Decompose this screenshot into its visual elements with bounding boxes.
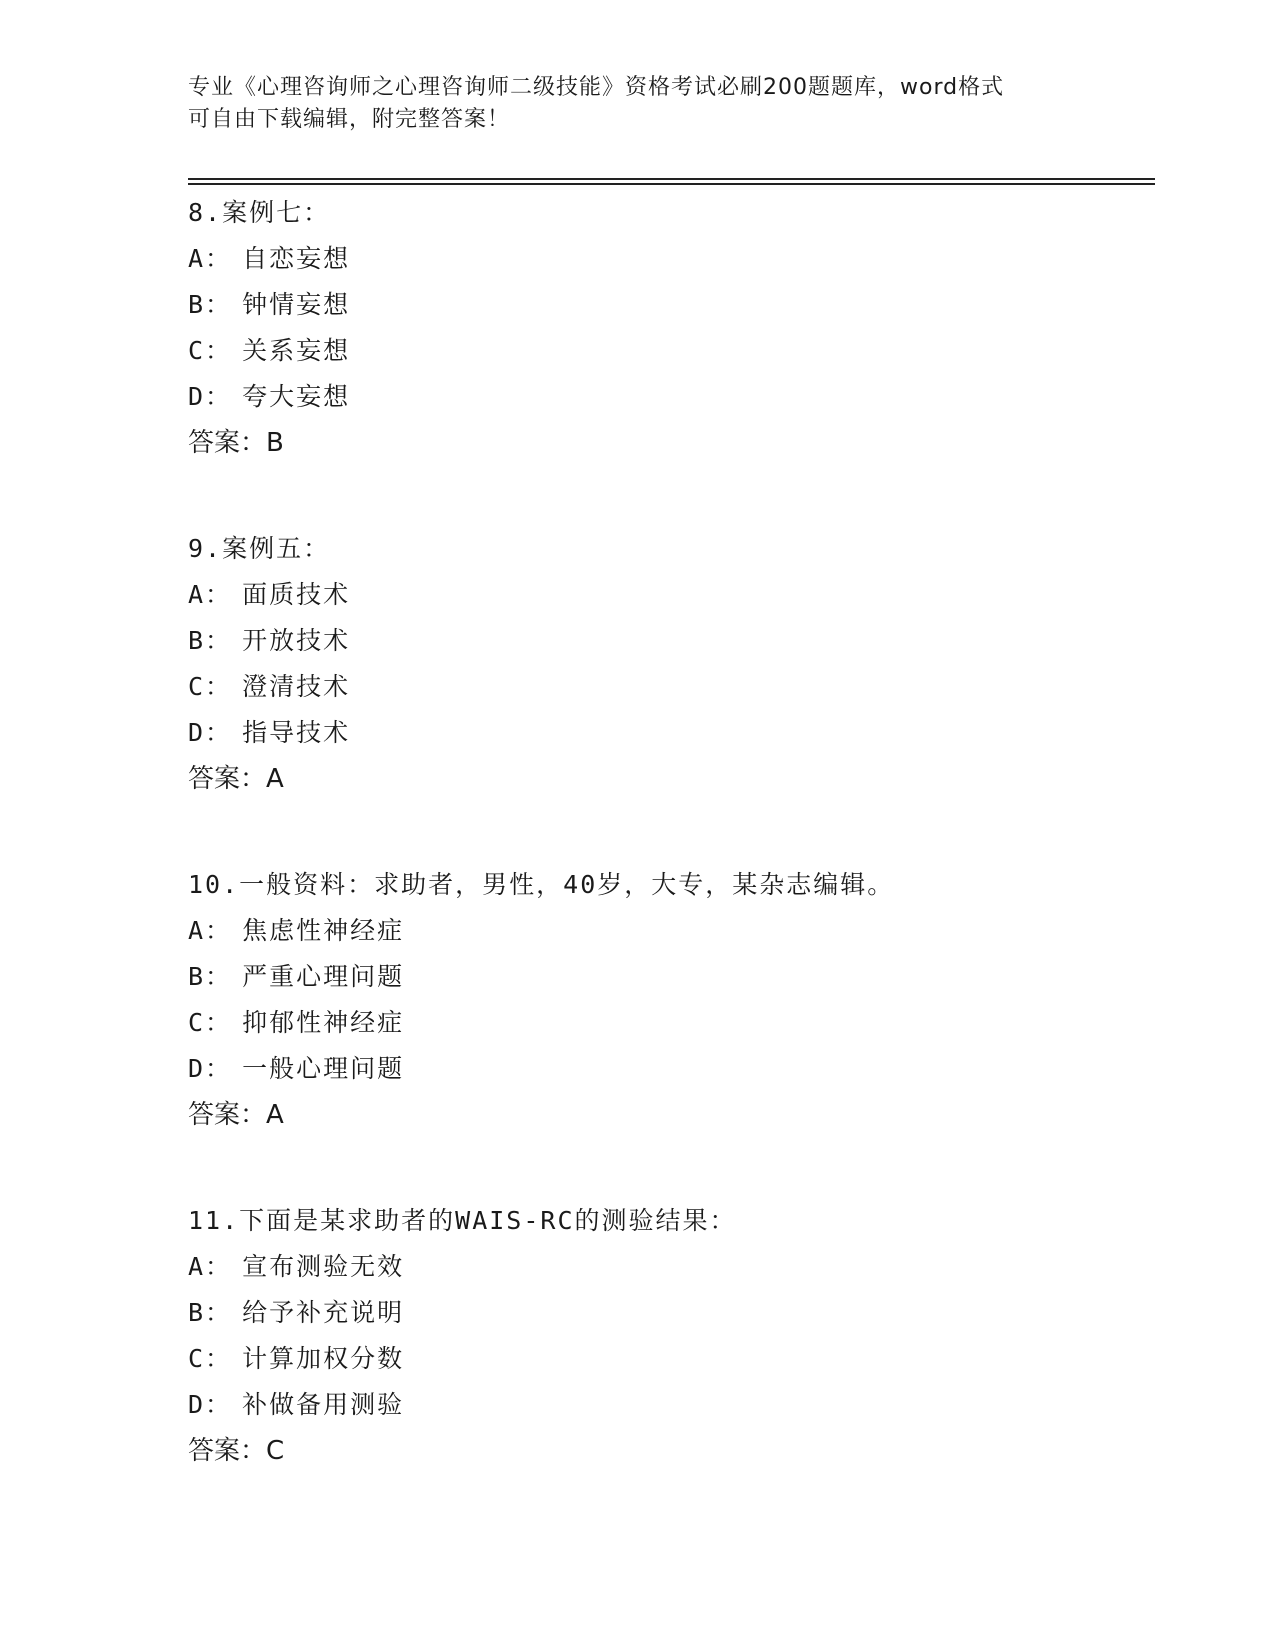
option-key: A：	[188, 1252, 233, 1281]
option-key: B：	[188, 626, 233, 655]
question-stem: 9.案例五：	[188, 534, 331, 563]
option-b	[188, 1290, 1148, 1336]
option-key: A：	[188, 916, 233, 945]
option-b	[188, 618, 1148, 664]
option-a	[188, 572, 1148, 618]
header-rule-bottom	[188, 183, 1155, 185]
option-text: 夸大妄想	[242, 382, 351, 411]
option-key: D：	[188, 1390, 233, 1419]
option-text: 给予补充说明	[242, 1298, 405, 1327]
question-10	[188, 862, 1148, 1138]
header-line-2: 可自由下载编辑，附完整答案！	[188, 107, 511, 132]
option-key: D：	[188, 382, 233, 411]
header-rule-top	[188, 178, 1155, 180]
answer-line: 答案：B	[188, 428, 284, 458]
option-text: 一般心理问题	[242, 1054, 405, 1083]
document-header	[188, 72, 1088, 136]
question-11	[188, 1198, 1148, 1474]
option-text: 计算加权分数	[242, 1344, 405, 1373]
option-d	[188, 374, 1148, 420]
option-key: C：	[188, 1008, 233, 1037]
option-text: 指导技术	[242, 718, 351, 747]
option-c	[188, 664, 1148, 710]
option-key: A：	[188, 580, 233, 609]
option-a	[188, 1244, 1148, 1290]
option-key: A：	[188, 244, 233, 273]
option-text: 宣布测验无效	[242, 1252, 405, 1281]
option-key: C：	[188, 1344, 233, 1373]
option-text: 补做备用测验	[242, 1390, 405, 1419]
option-text: 面质技术	[242, 580, 351, 609]
option-text: 自恋妄想	[242, 244, 351, 273]
option-d	[188, 1046, 1148, 1092]
option-text: 钟情妄想	[242, 290, 351, 319]
option-b	[188, 954, 1148, 1000]
option-key: B：	[188, 290, 233, 319]
question-list	[188, 190, 1148, 1534]
option-key: B：	[188, 962, 233, 991]
question-stem: 11.下面是某求助者的WAIS-RC的测验结果：	[188, 1206, 737, 1235]
option-text: 澄清技术	[242, 672, 351, 701]
option-text: 焦虑性神经症	[242, 916, 405, 945]
question-stem: 8.案例七：	[188, 198, 331, 227]
option-a	[188, 236, 1148, 282]
question-8	[188, 190, 1148, 466]
option-text: 关系妄想	[242, 336, 351, 365]
answer-line: 答案：A	[188, 1100, 284, 1130]
option-text: 抑郁性神经症	[242, 1008, 405, 1037]
option-key: C：	[188, 672, 233, 701]
option-a	[188, 908, 1148, 954]
option-text: 开放技术	[242, 626, 351, 655]
option-key: D：	[188, 1054, 233, 1083]
option-key: D：	[188, 718, 233, 747]
option-d	[188, 710, 1148, 756]
answer-line: 答案：A	[188, 764, 284, 794]
answer-line: 答案：C	[188, 1436, 285, 1466]
option-c	[188, 1336, 1148, 1382]
option-c	[188, 1000, 1148, 1046]
option-key: B：	[188, 1298, 233, 1327]
option-text: 严重心理问题	[242, 962, 405, 991]
option-d	[188, 1382, 1148, 1428]
option-b	[188, 282, 1148, 328]
question-stem: 10.一般资料：求助者，男性，40岁，大专，某杂志编辑。	[188, 870, 895, 899]
option-key: C：	[188, 336, 233, 365]
question-9	[188, 526, 1148, 802]
option-c	[188, 328, 1148, 374]
header-line-1: 专业《心理咨询师之心理咨询师二级技能》资格考试必刷200题题库，word格式	[188, 75, 1005, 100]
